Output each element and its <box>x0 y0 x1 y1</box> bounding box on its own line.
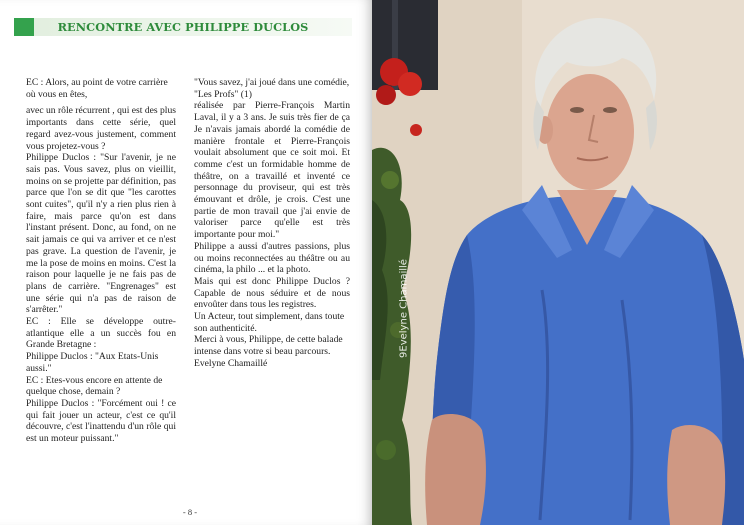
paragraph: avec un rôle récurrent , qui est des plus importants dans cette série, quel regard avez-vous justement, comment vous projetez-vous ? <box>26 105 176 152</box>
portrait-photo <box>372 0 744 525</box>
paragraph: "Vous savez, j'ai joué dans une comédie, "Les Profs" (1) <box>194 77 350 100</box>
header-banner <box>14 18 352 36</box>
photo-credit-watermark <box>384 238 410 388</box>
page-number: - 8 - <box>182 507 198 517</box>
text-column-right <box>194 77 350 370</box>
paragraph: Merci à vous, Philippe, de cette balade intense dans votre si beau parcours. <box>194 334 343 358</box>
paragraph: réalisée par Pierre-François Martin Laval, il y a 3 ans. Je suis très fier de ça Je n'avais jamais abordé la comédie de manière frontale et Pierre-François voulait absolument que ce soit moi. Et comme c'est un formidable homme de théâtre, on a travaillé et inventé ce personnage du proviseur, qui est très émouvant et drôle, je crois. C'est une partie de mon travail que j'ai envie de valoriser parce qu'elle est très importante pour moi." <box>194 100 350 241</box>
paragraph: Philippe Duclos : "Aux Etats-Unis aussi." <box>26 351 159 374</box>
paragraph: EC : Etes-vous encore en attente de quelque chose, demain ? <box>26 374 163 398</box>
paragraph: Philippe Duclos : "Sur l'avenir, je ne sais pas. Vous savez, plus on vieillit, moins on se projette par définition, pas parce que l'on se dit que "les carottes sont cuites", qu'il n'y a rien plus rien à faire, mais parce qu'on est dans l'instant présent. Donc, au fond, on ne sait jamais ce qui va arriver et ce n'est pas grave. La question de l'avenir, je me la pose de moins en moins. C'est la raison pour laquelle je ne fais pas de plans de carrière. "Engrenages" est une série qui n'a pas de raison de s'arrêter." <box>26 152 176 316</box>
page-title: RENCONTRE AVEC PHILIPPE DUCLOS <box>57 20 309 34</box>
paragraph: Mais qui est donc Philippe Duclos ? Capable de nous séduire et de nous envoûter dans tous les registres. <box>194 275 350 311</box>
photo-credit: 9Evelyne Chamaillé <box>398 259 410 358</box>
paragraph: Philippe Duclos : "Forcément oui ! ce qui fait jouer un acteur, c'est ce qu'il découvre, c'est l'inattendu d'un rôle qui est un moteur puissant." <box>26 397 176 445</box>
right-page-photo <box>372 0 744 525</box>
paragraph: EC : Alors, au point de votre carrière où vous en êtes, <box>26 77 168 100</box>
text-column-left <box>26 77 176 445</box>
paragraph: EC : Elle se développe outre-atlantique elle a un succès fou en Grande Bretagne : <box>26 316 176 351</box>
author-signature: Evelyne Chamaillé <box>194 357 268 369</box>
paragraph: Un Acteur, tout simplement, dans toute son authenticité. <box>194 311 345 334</box>
paragraph: Philippe a aussi d'autres passions, plus ou moins reconnectées au théâtre ou au cinéma, la philo ... et la photo. <box>194 240 350 276</box>
